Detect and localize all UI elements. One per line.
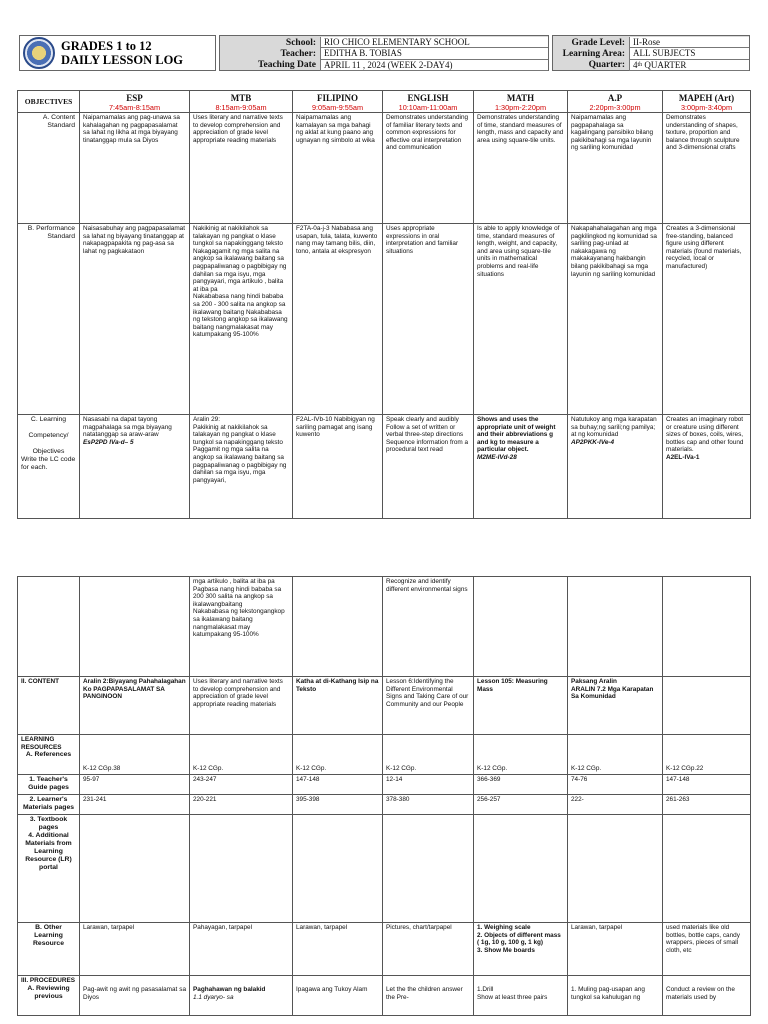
tg-math: 366-369 — [474, 775, 568, 795]
procedures-mtb: Paghahawan ng balakid 1.1 dyaryo- sa — [190, 976, 293, 1016]
references-filipino: K-12 CGp. — [293, 735, 383, 775]
time-ap: 2:20pm-3:00pm — [589, 103, 641, 112]
other-resources-row — [18, 923, 751, 976]
form-title — [61, 39, 183, 67]
lc-code-esp: EsP2PD IVa-d– 5 — [83, 438, 134, 446]
competency-esp: Nasasabi na dapat tayong magpahalaga sa mga biyayang natatanggap sa araw-araw EsP2PD IVa-d– 5 — [80, 415, 190, 519]
performance-standard-mapeh: Creates a 3-dimensional free-standing, balanced figure using different materials (found materials, recycled, local or manufactured) — [663, 224, 751, 415]
lm-ap: 222- — [568, 795, 663, 815]
time-mapeh: 3:00pm-3:40pm — [680, 103, 733, 112]
time-english: 10:10am-11:00am — [398, 103, 458, 112]
header-title-box — [19, 35, 216, 71]
lc-code-mapeh: A2EL-IVa-1 — [666, 453, 700, 461]
lc-code-ap: AP2PKK-IVe-4 — [571, 438, 615, 446]
content-standard-ap: Naipamamalas ang pagpapahalaga sa kagalingang pansibiko bilang pakikibahagi sa mga layunin ng sariling komunidad — [568, 113, 663, 224]
lm-mtb: 220-221 — [190, 795, 293, 815]
references-esp: K-12 CGp.38 — [80, 735, 190, 775]
teaching-date-label: Teaching Date — [258, 60, 316, 71]
procedures-filipino: Ipagawa ang Tukoy Alam — [293, 976, 383, 1016]
tg-mapeh: 147-148 — [663, 775, 751, 795]
competency-mapeh: Creates an imaginary robot or creature using different sizes of boxes, coils, wires, bottles cap and other found materials. A2EL-IVa-1 — [663, 415, 751, 519]
lm-filipino: 395-398 — [293, 795, 383, 815]
subject-header-mapeh: MAPEH (Art) 3:00pm-3:40pm — [663, 91, 751, 113]
other-mtb: Pahayagan, tarpapel — [190, 923, 293, 976]
lc-code-math: M2ME-IVd-28 — [477, 453, 517, 461]
objectives-table — [17, 90, 751, 519]
textbook-additional-row — [18, 815, 751, 923]
header-school-info — [219, 35, 549, 71]
subject-header-english: ENGLISH 10:10am-11:00am — [383, 91, 474, 113]
tg-esp: 95-97 — [80, 775, 190, 795]
content-standard-esp: Naipamamalas ang pag-unawa sa kahalagahan ng pagpapasalamat sa lahat ng likha at mga biyayang tinatanggap mula sa Diyos — [80, 113, 190, 224]
quarter-value — [629, 60, 749, 71]
lesson-table-continued — [17, 576, 751, 1016]
content-filipino: Katha at di-Kathang Isip na Teksto — [293, 677, 383, 735]
procedures-label: III. PROCEDURES A. Reviewing previous — [18, 976, 80, 1016]
content-ap: Paksang Aralin ARALIN 7.2 Mga Karapatan Sa Komunidad — [568, 677, 663, 735]
lm-english: 378-380 — [383, 795, 474, 815]
procedures-mapeh: Conduct a review on the materials used by — [663, 976, 751, 1016]
competency-filipino: F2AL-IVb-10 Nabibigyan ng sariling pamagat ang isang kuwento — [293, 415, 383, 519]
learning-resources-row — [18, 735, 751, 775]
teachers-guide-row — [18, 775, 751, 795]
content-standard-filipino: Naipamamalas ang kamalayan sa mga bahagi ng aklat at kung paano ang ugnayan ng simbolo at wika — [293, 113, 383, 224]
procedures-math: 1.Drill Show at least three pairs — [474, 976, 568, 1016]
competency-row — [18, 415, 751, 519]
content-mtb: Uses literary and narrative texts to develop comprehension and appreciation of grade level appropriate reading materials — [190, 677, 293, 735]
competency-ap: Natutukoy ang mga karapatan sa buhay;ng sarili;ng pamilya; at ng komunidad AP2PKK-IVe-4 — [568, 415, 663, 519]
other-mapeh: used materials like old bottles, bottle caps, candy wrappers, pieces of small cloth, etc — [663, 923, 751, 976]
teacher-value: EDITHA B. TOBIAS — [320, 48, 548, 59]
content-label: II. CONTENT — [18, 677, 80, 735]
content-standard-mapeh: Demonstrates understanding of shapes, texture, proportion and balance through sculpture and 3-dimensional crafts — [663, 113, 751, 224]
other-math: 1. Weighing scale 2. Objects of different mass ( 1g, 10 g, 100 g, 1 kg) 3. Show Me boards — [474, 923, 568, 976]
learning-resources-label: LEARNING RESOURCES A. References — [18, 735, 80, 775]
content-row — [18, 677, 751, 735]
performance-standard-math: Is able to apply knowledge of time, standard measures of length, weight, and capacity, and area using square-tile units in mathematical problems and real-life situations — [474, 224, 568, 415]
content-standard-label: A. Content Standard — [18, 113, 80, 224]
other-english: Pictures, chart/tarpapel — [383, 923, 474, 976]
other-resources-label: B. Other Learning Resource — [18, 923, 80, 976]
other-ap: Larawan, tarpapel — [568, 923, 663, 976]
subject-header-math: MATH 1:30pm-2:20pm — [474, 91, 568, 113]
competency-english: Speak clearly and audibly Follow a set of written or verbal three-step directions Sequence information from a procedural text read — [383, 415, 474, 519]
lm-math: 256-257 — [474, 795, 568, 815]
competency-english-continued: Recognize and identify different environmental signs — [383, 577, 474, 677]
content-standard-english: Demonstrates understanding of familiar literary texts and common expressions for effective oral interpretation and communication — [383, 113, 474, 224]
quarter-word: QUARTER — [642, 59, 687, 70]
references-mapeh: K-12 CGp.22 — [663, 735, 751, 775]
performance-standard-english: Uses appropriate expressions in oral interpretation and familiar situations — [383, 224, 474, 415]
performance-standard-mtb: Nakikinig at nakikilahok sa talakayan ng pangkat o klase tungkol sa napakinggang teksto Nakagagamit ng mga salita na angkop sa ikalawang baitang sa pagpapaliwanag o pagbibigay ng dahilan sa mga isyu, mga pangyayari, mga artikulo , balita at iba pa Nakababasa nang hindi bababa sa 200 - 300 salita na angkop sa ikalawang baitang Nakababasa ng tekstong angkop sa ikalawang baitang nangmalakasat may katumpakang 95-100% — [190, 224, 293, 415]
tg-mtb: 243-247 — [190, 775, 293, 795]
teaching-date-value: APRIL 11 , 2024 (WEEK 2-DAY4) — [320, 60, 548, 71]
subject-header-row — [18, 91, 751, 113]
time-mtb: 8:15am-9:05am — [215, 103, 267, 112]
content-esp: Aralin 2:Biyayang Pahahalagahan Ko PAGPAPASALAMAT SA PANGINOON — [80, 677, 190, 735]
procedures-english: Let the the children answer the Pre- — [383, 976, 474, 1016]
content-standard-row — [18, 113, 751, 224]
quarter-label: Quarter: — [588, 60, 625, 71]
content-english: Lesson 6:Identifying the Different Environmental Signs and Taking Care of our Community and our People — [383, 677, 474, 735]
school-label: School: — [285, 37, 316, 48]
learning-area-label: Learning Area: — [562, 48, 625, 59]
objectives-header: OBJECTIVES — [18, 91, 80, 113]
time-filipino: 9:05am-9:55am — [311, 103, 364, 112]
tg-ap: 74-76 — [568, 775, 663, 795]
time-esp: 7:45am-8:15am — [108, 103, 161, 112]
competency-mtb-continued: mga artikulo , balita at iba pa Pagbasa nang hindi bababa sa 200 300 salita na angkop sa ikalawangbaitang Nakababasa ng tekstongangkop sa ikalawang baitang nangmalakasat may katumpakang 95-100% — [190, 577, 293, 677]
competency-math: Shows and uses the appropriate unit of weight and their abbreviations g and kg to measure a particular object. M2ME-IVd-28 — [474, 415, 568, 519]
subject-header-filipino: FILIPINO 9:05am-9:55am — [293, 91, 383, 113]
performance-standard-filipino: F2TA-0a-j-3 Nababasa ang usapan, tula, talata, kuwento nang may tamang bilis, diin, tono, antala at ekspresyon — [293, 224, 383, 415]
title-line-1: GRADES 1 to 12 — [61, 39, 152, 53]
references-mtb: K-12 CGp. — [190, 735, 293, 775]
procedures-row — [18, 976, 751, 1016]
tg-filipino: 147-148 — [293, 775, 383, 795]
learners-materials-label: 2. Learner's Materials pages — [18, 795, 80, 815]
references-english: K-12 CGp. — [383, 735, 474, 775]
subject-header-ap: A.P 2:20pm-3:00pm — [568, 91, 663, 113]
references-ap: K-12 CGp. — [568, 735, 663, 775]
performance-standard-row — [18, 224, 751, 415]
references-math: K-12 CGp. — [474, 735, 568, 775]
quarter-suffix: th — [637, 61, 643, 68]
procedures-ap: 1. Muling pag-usapan ang tungkol sa kahulugan ng — [568, 976, 663, 1016]
learning-area-value: ALL SUBJECTS — [629, 48, 749, 59]
performance-standard-esp: Naisasabuhay ang pagpapasalamat sa lahat ng biyayang tinatanggap at nakapagpapakita ng pag-asa sa lahat ng pagkakataon — [80, 224, 190, 415]
textbook-additional-label: 3. Textbook pages 4. Additional Materials from Learning Resource (LR) portal — [18, 815, 80, 923]
procedures-esp: Pag-awit ng awit ng pasasalamat sa Diyos — [80, 976, 190, 1016]
competency-mtb: Aralin 29: Pakikinig at nakikilahok sa talakayan ng pangkat o klase tungkol sa napakinggang teksto Paggamit ng mga salita na angkop sa ikalawang baitang sa pagpapaliwanag o pagbibigay ng dahilan sa mga isyu, mga pangyayari, — [190, 415, 293, 519]
subject-header-esp: ESP 7:45am-8:15am — [80, 91, 190, 113]
content-mapeh — [663, 677, 751, 735]
learners-materials-row — [18, 795, 751, 815]
title-line-2: DAILY LESSON LOG — [61, 53, 184, 67]
time-math: 1:30pm-2:20pm — [494, 103, 547, 112]
deped-seal-icon — [23, 37, 55, 69]
content-math: Lesson 105: Measuring Mass — [474, 677, 568, 735]
lm-mapeh: 261-263 — [663, 795, 751, 815]
content-standard-math: Demonstrates understanding of time, standard measures of length, mass and capacity and area using square-tile units. — [474, 113, 568, 224]
other-filipino: Larawan, tarpapel — [293, 923, 383, 976]
subject-header-mtb: MTB 8:15am-9:05am — [190, 91, 293, 113]
tg-english: 12-14 — [383, 775, 474, 795]
teachers-guide-label: 1. Teacher's Guide pages — [18, 775, 80, 795]
grade-level-value: II-Rose — [629, 37, 749, 48]
competency-continued-row — [18, 577, 751, 677]
header-class-info — [552, 35, 750, 71]
lm-esp: 231-241 — [80, 795, 190, 815]
performance-standard-label: B. Performance Standard — [18, 224, 80, 415]
teacher-label: Teacher: — [280, 48, 316, 59]
school-value: RIO CHICO ELEMENTARY SCHOOL — [320, 37, 548, 48]
other-esp: Larawan, tarpapel — [80, 923, 190, 976]
content-standard-mtb: Uses literary and narrative texts to develop comprehension and appreciation of grade level appropriate reading materials — [190, 113, 293, 224]
grade-level-label: Grade Level: — [571, 37, 625, 48]
competency-label: C. Learning Competency/ Objectives Write the LC code for each. — [18, 415, 80, 519]
quarter-number: 4 — [633, 59, 638, 70]
performance-standard-ap: Nakapahahalagahan ang mga pagkilingkod ng komunidad sa sariling pag-unlad at nakakagawa ng makakayanang hakbangin bilang pakikibahagi sa mga layunin ng sariling komunidad — [568, 224, 663, 415]
